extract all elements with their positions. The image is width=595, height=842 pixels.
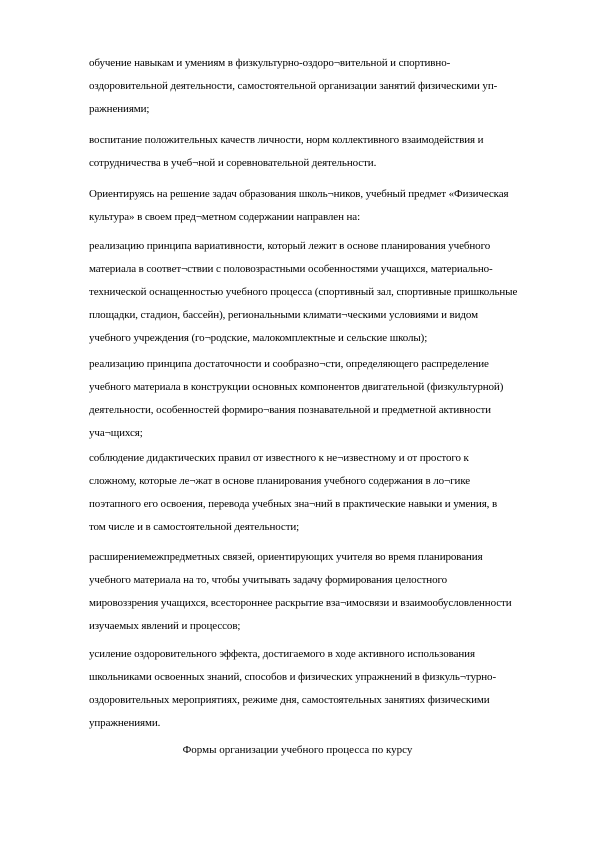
text-line: материала в соответ¬ствии с половозрастными особенностями учащихся, материально- <box>89 263 493 275</box>
text-line: реализацию принципа вариативности, который лежит в основе планирования учебного <box>89 240 491 252</box>
text-line: соблюдение дидактических правил от известного к не¬известному и от простого к <box>89 452 469 464</box>
text-line: деятельности, особенностей формиро¬вания познавательной и предметной активности <box>89 404 491 416</box>
text-line: уча¬щихся; <box>89 427 143 439</box>
text-line: сложному, которые ле¬жат в основе планирования учебного содержания в ло¬гике <box>89 475 471 487</box>
text-line: расширениемежпредметных связей, ориентирующих учителя во время планирования <box>89 551 483 563</box>
text-line: культура» в своем пред¬метном содержании направлен на: <box>89 211 361 223</box>
paragraph-sufficiency <box>89 353 529 445</box>
text-line: обучение навыкам и умениям в физкультурно-оздоро¬вительной и спортивно- <box>89 57 451 69</box>
text-line: технической оснащенностью учебного процесса (спортивный зал, спортивные пришкольные <box>89 286 518 298</box>
text-line: упражнениями. <box>89 717 161 729</box>
text-line: оздоровительной деятельности, самостоятельной организации занятий физическими уп- <box>89 80 498 92</box>
text-line: усиление оздоровительного эффекта, достигаемого в ходе активного использования <box>89 648 475 660</box>
text-line: ражнениями; <box>89 103 150 115</box>
paragraph-upbringing <box>89 129 529 175</box>
text-line: площадки, стадион, бассейн), региональными климати¬ческими условиями и видом <box>89 309 478 321</box>
paragraph-didactic <box>89 447 529 539</box>
text-line: изучаемых явлений и процессов; <box>89 620 241 632</box>
paragraph-interdisciplinary <box>89 546 529 638</box>
paragraph-orientation <box>89 183 529 229</box>
text-line: учебного материала на то, чтобы учитывать задачу формирования целостного <box>89 574 448 586</box>
text-line: поэтапного его освоения, перевода учебных зна¬ний в практические навыки и умения, в <box>89 498 498 510</box>
text-line: учебного учреждения (го¬родские, малокомплектные и сельские школы); <box>89 332 428 344</box>
text-line: сотрудничества в учеб¬ной и соревновательной деятельности. <box>89 157 377 169</box>
text-line: реализацию принципа достаточности и сообразно¬сти, определяющего распределение <box>89 358 489 370</box>
text-line: школьниками освоенных знаний, способов и физических упражнений в физкуль¬турно- <box>89 671 497 683</box>
section-heading: Формы организации учебного процесса по курсу <box>182 744 413 756</box>
paragraph-health-effect <box>89 643 529 735</box>
text-line: мировоззрения учащихся, всестороннее раскрытие вза¬имосвязи и взаимообусловленности <box>89 597 512 609</box>
paragraph-skills <box>89 52 529 121</box>
text-line: воспитание положительных качеств личности, норм коллективного взаимодействия и <box>89 134 484 146</box>
text-line: учебного материала в конструкции основных компонентов двигательной (физкультурной) <box>89 381 504 393</box>
text-line: Ориентируясь на решение задач образования школь¬ников, учебный предмет «Физическая <box>89 188 509 200</box>
paragraph-variability <box>89 235 529 350</box>
text-line: том числе и в самостоятельной деятельности; <box>89 521 300 533</box>
text-line: оздоровительных мероприятиях, режиме дня, самостоятельных занятиях физическими <box>89 694 490 706</box>
